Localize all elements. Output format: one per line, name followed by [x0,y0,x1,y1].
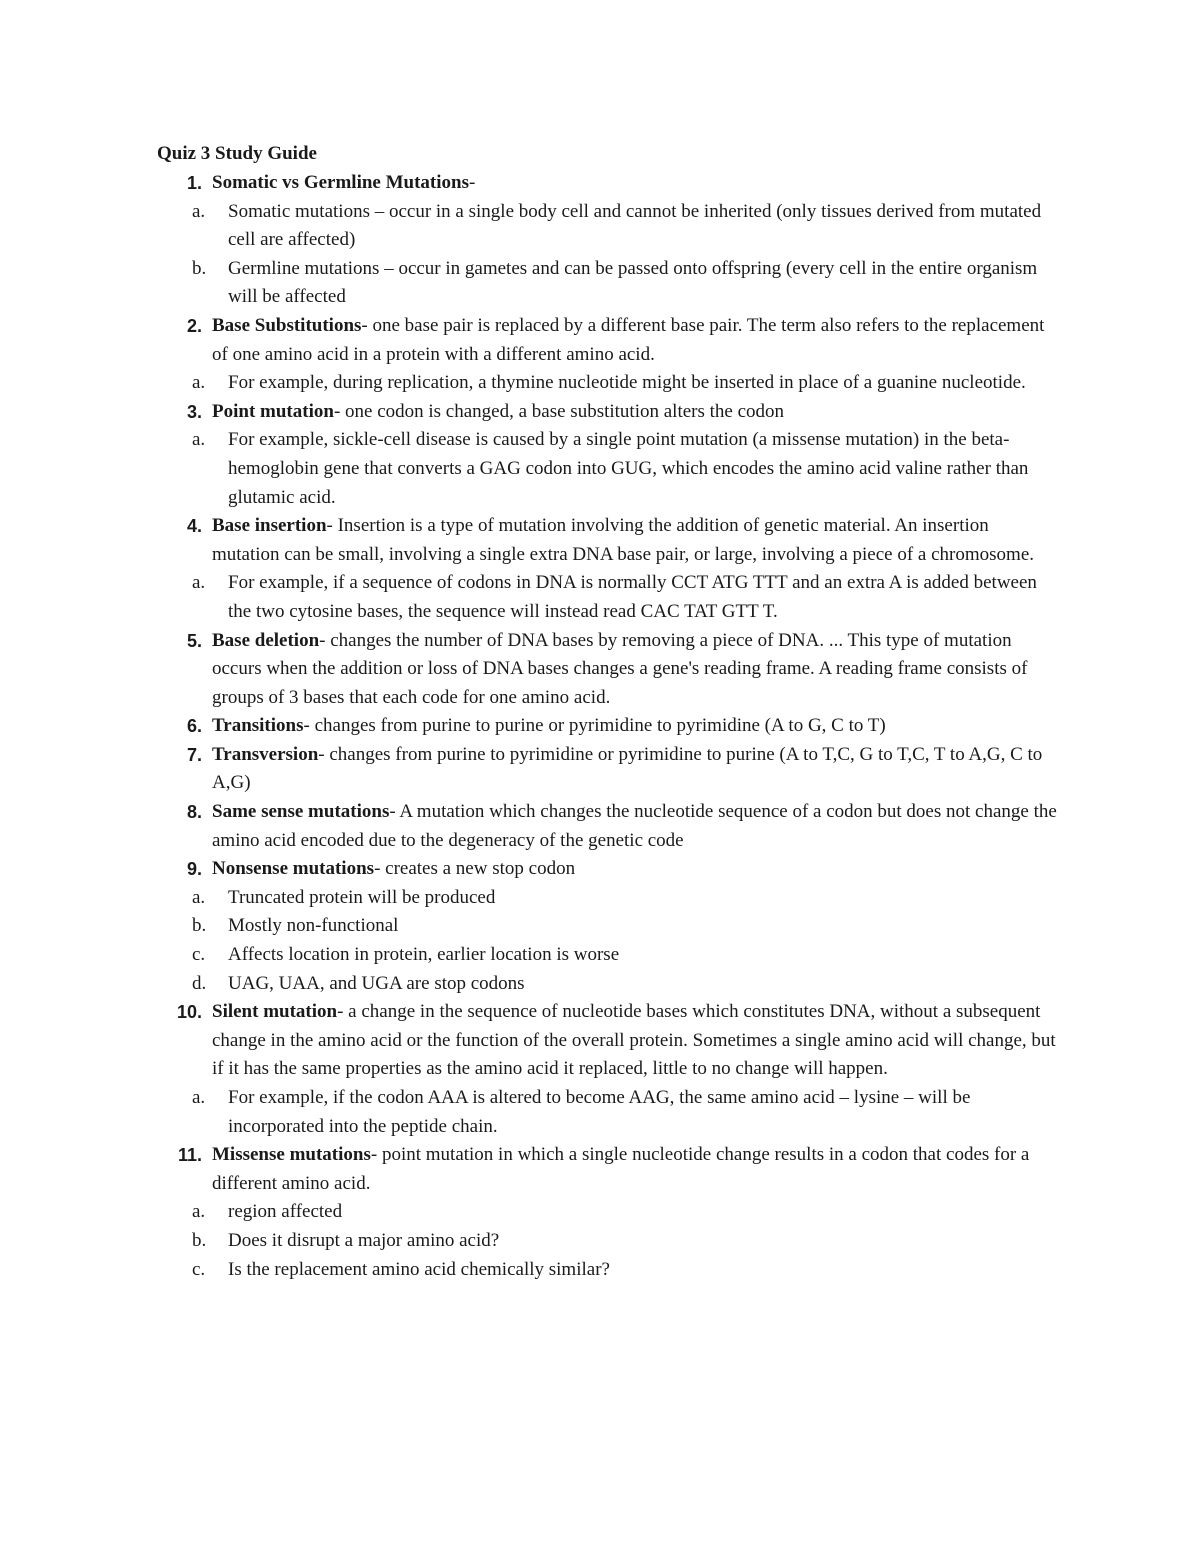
sub-item-letter: a. [192,572,206,594]
term-definition: - changes from purine to pyrimidine or pyrimidine to purine (A to T,C, G to T,C, T to A,G, C to A,G) [212,743,1043,794]
sub-item-letter: d. [192,972,207,994]
list-item [157,1141,1057,1284]
term-definition: - a change in the sequence of nucleotide bases which constitutes DNA, without a subsequent change in the amino acid or the function of the overall protein. Sometimes a single amino acid will change, but if it has the same properties as the amino acid it replaced, little to no change will happen. [212,1001,1056,1080]
list-item-text [157,627,1057,713]
term-definition: - one base pair is replaced by a different base pair. The term also refers to the replacement of one amino acid in a protein with a different amino acid. [212,314,1045,365]
list-item [157,855,1057,998]
list-item [157,312,1057,398]
sub-item [102,569,1057,626]
list-item-text [157,712,1057,741]
list-item [157,512,1057,626]
list-item-number: 11. [177,1145,202,1166]
sub-item-letter: b. [192,1229,207,1251]
sub-item [102,970,1057,999]
list-item-number: 10. [176,1002,202,1023]
sub-item-text: Truncated protein will be produced [228,886,496,908]
term-definition: - A mutation which changes the nucleotide sequence of a codon but does not change the amino acid encoded due to the degeneracy of the genetic code [212,801,1057,851]
sub-item [102,1227,1057,1256]
list-item-number: 6. [186,716,202,737]
list-item-number: 5. [186,630,202,651]
list-item-text [157,998,1057,1084]
sub-item-letter: a. [192,886,206,908]
list-item-text [157,512,1057,569]
list-item [157,798,1057,855]
sub-item [102,369,1057,398]
list-item [157,712,1057,741]
list-item-text [157,398,1057,427]
sub-item-letter: c. [192,1258,206,1280]
sub-item-text: For example, sickle-cell disease is caused by a single point mutation (a missense mutation) in the beta-hemoglobin gene that converts a GAG codon into GUG, which encodes the amino acid valine rather than glutamic acid. [228,429,1029,508]
term-heading: Base insertion [212,515,327,537]
sub-item-letter: a. [192,1087,206,1108]
study-guide-list [157,169,1057,1284]
sub-item-text: Affects location in protein, earlier location is worse [228,944,620,966]
term-heading: Point mutation [212,400,334,422]
list-item [157,398,1057,512]
sub-item-text: Mostly non-functional [228,915,399,937]
term-definition: - changes from purine to purine or pyrimidine to pyrimidine (A to G, C to T) [303,715,886,737]
sub-item-letter: b. [192,915,207,937]
term-heading: Missense mutations [212,1144,371,1166]
sub-item [102,1084,1057,1141]
sub-item-letter: a. [192,372,206,394]
list-item-number: 9. [186,859,202,880]
list-item-number: 7. [186,744,202,765]
term-heading: Silent mutation [212,1001,338,1023]
term-definition: - creates a new stop codon [374,858,576,880]
sub-item-text: For example, if the codon AAA is altered to become AAG, the same amino acid – lysine – will be incorporated into the peptide chain. [228,1087,971,1137]
sub-item-text: For example, if a sequence of codons in DNA is normally CCT ATG TTT and an extra A is added between the two cytosine bases, the sequence will instead read CAC TAT GTT T. [228,572,1037,622]
sub-item-letter: a. [192,1201,206,1223]
list-item-text [157,169,1057,198]
list-item-number: 2. [186,315,202,336]
sub-item-text: UAG, UAA, and UGA are stop codons [228,972,525,994]
list-item [157,627,1057,713]
term-heading: Same sense mutations [212,801,390,823]
page-title: Quiz 3 Study Guide [157,143,317,164]
sub-item-letter: a. [192,429,206,451]
sub-item-text: Is the replacement amino acid chemically similar? [228,1258,610,1280]
sub-item-text: Germline mutations – occur in gametes and can be passed onto offspring (every cell in the entire organism will be affected [228,257,1038,308]
sub-item [102,198,1057,255]
term-heading: Nonsense mutations [212,858,375,880]
list-item-text [157,855,1057,884]
sub-item-text: Somatic mutations – occur in a single body cell and cannot be inherited (only tissues derived from mutated cell are affected) [228,200,1042,251]
sub-item [102,1256,1057,1285]
sub-item [102,884,1057,913]
sub-item-letter: c. [192,944,206,966]
term-definition: - point mutation in which a single nucleotide change results in a codon that codes for a different amino acid. [212,1144,1030,1194]
term-heading: Somatic vs Germline Mutations [212,172,470,193]
list-item-text [157,1141,1057,1198]
term-heading: Base Substitutions [212,314,362,336]
list-item [157,998,1057,1141]
list-item-number: 3. [186,401,202,422]
term-heading: Transversion [212,743,319,765]
sub-item-letter: a. [192,200,206,222]
sub-item-text: region affected [228,1201,343,1223]
list-item-number: 4. [186,516,202,537]
term-definition: - [469,172,476,193]
sub-item [102,912,1057,941]
list-item [157,741,1057,798]
list-item-text [157,741,1057,798]
term-definition: - one codon is changed, a base substitution alters the codon [333,400,785,422]
sub-item [102,255,1057,312]
sub-item-letter: b. [192,257,207,279]
term-definition: - Insertion is a type of mutation involving the addition of genetic material. An insertion mutation can be small, involving a single extra DNA base pair, or large, involving a piece of a chromosome. [212,515,1035,565]
sub-item [102,1198,1057,1227]
list-item [157,169,1057,312]
list-item-text [157,798,1057,855]
sub-item [102,941,1057,970]
term-heading: Base deletion [212,629,320,651]
sub-item [102,426,1057,512]
sub-item-text: Does it disrupt a major amino acid? [228,1229,500,1251]
term-heading: Transitions [212,715,304,737]
sub-item-text: For example, during replication, a thymine nucleotide might be inserted in place of a guanine nucleotide. [228,372,1026,394]
list-item-number: 1. [186,173,202,193]
list-item-number: 8. [186,802,202,823]
term-definition: - changes the number of DNA bases by removing a piece of DNA. ... This type of mutation occurs when the addition or loss of DNA bases changes a gene's reading frame. A reading frame consists of groups of 3 bases that each code for one amino acid. [212,629,1028,708]
list-item-text [157,312,1057,369]
